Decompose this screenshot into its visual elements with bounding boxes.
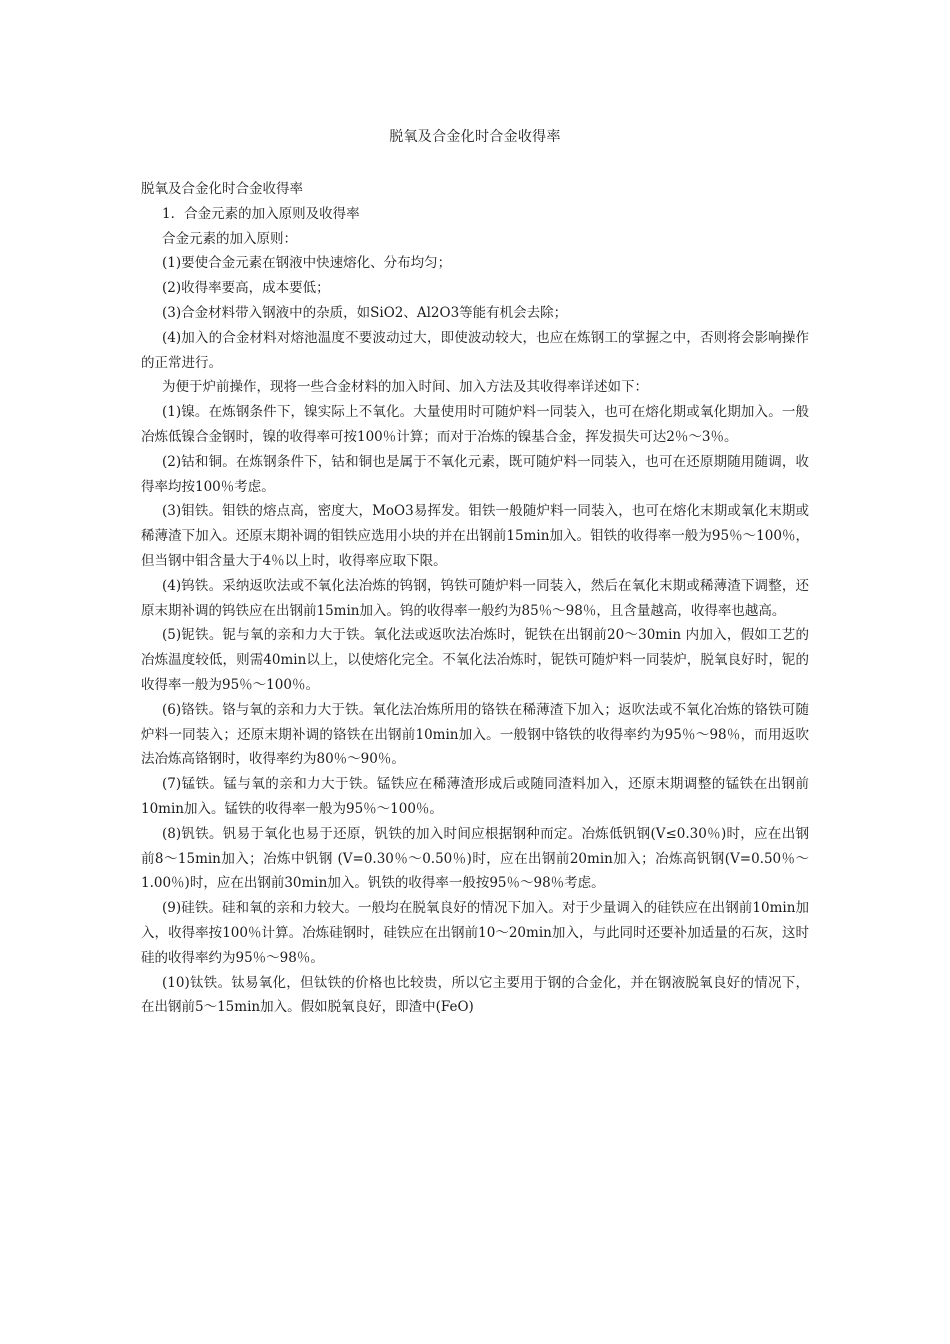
paragraph: (9)硅铁。硅和氧的亲和力较大。一般均在脱氧良好的情况下加入。对于少量调入的硅铁应在出钢前10min加入，收得率按100％计算。冶炼硅钢时，硅铁应在出钢前10～20min加入，与此同时还要补加适量的石灰，这时硅的收得率约为95％～98％。 xyxy=(141,900,809,966)
paragraph: (7)锰铁。锰与氧的亲和力大于铁。锰铁应在稀薄渣形成后或随同渣料加入，还原末期调整的锰铁在出钢前10min加入。锰铁的收得率一般为95％～100％。 xyxy=(141,776,809,817)
body-heading: 脱氧及合金化时合金收得率 xyxy=(141,181,303,197)
paragraph: (2)收得率要高，成本要低； xyxy=(162,280,330,297)
paragraph: (4)加入的合金材料对熔池温度不要波动过大，即使波动较大，也应在炼钢工的掌握之中，否则将会影响操作的正常进行。 xyxy=(141,329,809,371)
paragraph: (3)钼铁。钼铁的熔点高，密度大，MoO3易挥发。钼铁一般随炉料一同装入，也可在熔化末期或氧化末期或稀薄渣下加入。还原末期补调的钼铁应选用小块的并在出钢前15min加入。钼铁的收得率一般为95％～100％，但当钢中钼含量大于4％以上时，收得率应取下限。 xyxy=(141,503,809,569)
paragraph: (8)钒铁。钒易于氧化也易于还原，钒铁的加入时间应根据钢种而定。冶炼低钒钢(V≤0.30％)时，应在出钢前8～15min加入；冶炼中钒钢 (V=0.30％～0.50％)时，应在出钢前20min加入；冶炼高钒钢(V=0.50％～1.00％)时，应在出钢前30min加入。钒铁的收得率一般按95％～98％考虑。 xyxy=(141,825,809,892)
document-body xyxy=(141,177,809,1020)
paragraph: (1)镍。在炼钢条件下，镍实际上不氧化。大量使用时可随炉料一同装入，也可在熔化期或氧化期加入。一般冶炼低镍合金钢时，镍的收得率可按100％计算；而对于冶炼的镍基合金，挥发损失可达2％～3％。 xyxy=(141,404,809,445)
paragraph: 为便于炉前操作，现将一些合金材料的加入时间、加入方法及其收得率详述如下： xyxy=(162,379,648,396)
document-title: 脱氧及合金化时合金收得率 xyxy=(389,129,561,145)
paragraph: (2)钴和铜。在炼钢条件下，钴和铜也是属于不氧化元素，既可随炉料一同装入，也可在还原期随用随调，收得率均按100％考虑。 xyxy=(141,453,809,495)
paragraph: (1)要使合金元素在钢液中快速熔化、分布均匀； xyxy=(162,255,452,272)
paragraph: 合金元素的加入原则： xyxy=(162,230,297,247)
paragraph: (6)铬铁。铬与氧的亲和力大于铁。氧化法冶炼所用的铬铁在稀薄渣下加入；返吹法或不氧化冶炼的铬铁可随炉料一同装入；还原末期补调的铬铁在出钢前10min加入。一般钢中铬铁的收得率约为95％～98％，而用返吹法冶炼高铬钢时，收得率约为80％～90％。 xyxy=(141,701,809,768)
paragraph: (3)合金材料带入钢液中的杂质，如SiO2、Al2O3等能有机会去除； xyxy=(162,304,568,321)
paragraph: (4)钨铁。采纳返吹法或不氧化法冶炼的钨钢，钨铁可随炉料一同装入，然后在氧化末期或稀薄渣下调整，还原末期补调的钨铁应在出钢前15min加入。钨的收得率一般约为85％～98％，且含量越高，收得率也越高。 xyxy=(141,577,809,619)
paragraph: (5)铌铁。铌与氧的亲和力大于铁。氧化法或返吹法冶炼时，铌铁在出钢前20～30min 内加入，假如工艺的冶炼温度较低，则需40min以上，以使熔化完全。不氧化法冶炼时，铌铁可随炉料一同装炉，脱氧良好时，铌的收得率一般为95％～100％。 xyxy=(141,627,809,693)
paragraph: (10)钛铁。钛易氧化，但钛铁的价格也比较贵，所以它主要用于钢的合金化，并在钢液脱氧良好的情况下，在出钢前5～15min加入。假如脱氧良好，即渣中(FeO) xyxy=(141,974,809,1016)
section-heading: 1．合金元素的加入原则及收得率 xyxy=(162,205,360,222)
